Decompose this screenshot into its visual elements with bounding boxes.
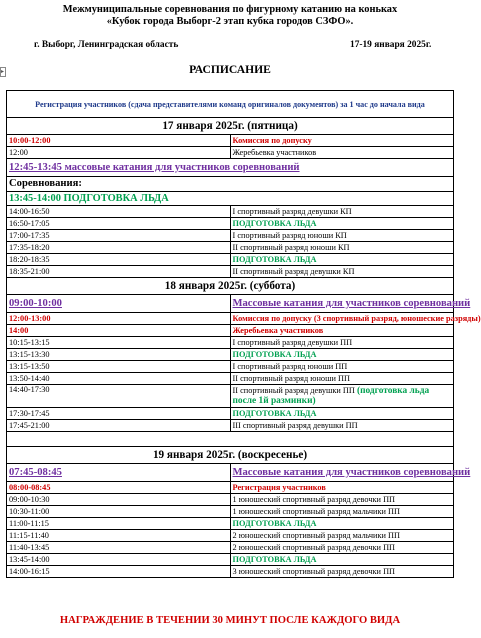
spacer-row — [7, 432, 454, 447]
registration-note: Регистрация участников (сдача представителями команд оригиналов документов) за 1 час до начала вида — [7, 91, 454, 118]
table-cell-time: 17:00-17:35 — [7, 230, 231, 242]
table-cell-event: II спортивный разряд девушки КП — [230, 266, 454, 278]
table-cell-time: 11:15-11:40 — [7, 530, 231, 542]
table-cell-time: 17:45-21:00 — [7, 420, 231, 432]
table-cell-event — [230, 385, 454, 408]
table-cell-event: ПОДГОТОВКА ЛЬДА — [230, 218, 454, 230]
table-cell-time: 13:15-13:50 — [7, 361, 231, 373]
table-cell-time: 10:00-12:00 — [7, 135, 231, 147]
event-text: II спортивный разряд девушки ПП — [232, 386, 355, 395]
ice-prep-note: (подготовка льда после 1й разминки) — [232, 386, 430, 406]
table-cell-event: III спортивный разряд девушки ПП — [230, 420, 454, 432]
awards-note: НАГРАЖДЕНИЕ В ТЕЧЕНИИ 30 МИНУТ ПОСЛЕ КАЖДОГО ВИДА — [59, 615, 401, 626]
table-cell-event: 2 юношеский спортивный разряд девочки ПП — [230, 542, 454, 554]
location: г. Выборг, Ленинградская область — [34, 40, 179, 50]
schedule-table — [6, 90, 481, 578]
document-title-line-2: «Кубок города Выборг-2 этап кубка городов СЗФО». — [106, 16, 354, 27]
table-cell-time: 10:30-11:00 — [7, 506, 231, 518]
table-cell-event: ПОДГОТОВКА ЛЬДА — [230, 408, 454, 420]
table-cell-event: Жеребьевка участников — [230, 147, 454, 159]
table-cell-event: II спортивный разряд юноши КП — [230, 242, 454, 254]
ice-prep-header: 13:45-14:00 ПОДГОТОВКА ЛЬДА — [7, 192, 454, 206]
table-cell-event: Жеребьевка участников — [230, 325, 454, 337]
anchor-marker-icon[interactable]: ▸ — [1, 69, 5, 75]
table-cell-event: I спортивный разряд девушки КП — [230, 206, 454, 218]
schedule-title: РАСПИСАНИЕ — [189, 63, 271, 76]
table-cell-time: 18:35-21:00 — [7, 266, 231, 278]
table-cell-event: I спортивный разряд девушки ПП — [230, 337, 454, 349]
table-cell-time: 11:40-13:45 — [7, 542, 231, 554]
day2-title: 18 января 2025г. (суббота) — [7, 278, 454, 295]
table-cell-time: 13:15-13:30 — [7, 349, 231, 361]
table-cell-event: I спортивный разряд юноши КП — [230, 230, 454, 242]
table-cell-time: 14:00-16:50 — [7, 206, 231, 218]
table-cell-time: 14:00-16:15 — [7, 566, 231, 578]
table-cell-event: 3 юношеский спортивный разряд девочки ПП — [230, 566, 454, 578]
table-cell-time: 09:00-10:30 — [7, 494, 231, 506]
table-cell-event: ПОДГОТОВКА ЛЬДА — [230, 554, 454, 566]
table-cell-time: 13:50-14:40 — [7, 373, 231, 385]
table-cell-time: 12:00-13:00 — [7, 313, 231, 325]
table-cell-event: II спортивный разряд юноши ПП — [230, 373, 454, 385]
day2-mass-time: 09:00-10:00 — [7, 295, 231, 313]
document-title-line-1: Межмуниципальные соревнования по фигурному катанию на коньках — [62, 4, 398, 15]
table-cell-event: ПОДГОТОВКА ЛЬДА — [230, 254, 454, 266]
table-cell-event: Комиссия по допуску — [230, 135, 454, 147]
table-cell-event: 1 юношеский спортивный разряд девочки ПП — [230, 494, 454, 506]
day1-title: 17 января 2025г. (пятница) — [7, 118, 454, 135]
table-cell-event: 1 юношеский спортивный разряд мальчики ПП — [230, 506, 454, 518]
table-cell-time: 13:45-14:00 — [7, 554, 231, 566]
table-cell-time: 11:00-11:15 — [7, 518, 231, 530]
table-cell-event: 2 юношеский спортивный разряд мальчики ПП — [230, 530, 454, 542]
table-cell-time: 17:30-17:45 — [7, 408, 231, 420]
table-cell-time: 17:35-18:20 — [7, 242, 231, 254]
table-cell-event: Комиссия по допуску (3 спортивный разряд, юношеские разряды) — [230, 313, 454, 325]
day3-title: 19 января 2025г. (воскресенье) — [7, 447, 454, 464]
table-cell-event: ПОДГОТОВКА ЛЬДА — [230, 518, 454, 530]
day1-mass-skating: 12:45-13:45 массовые катания для участников соревнований — [7, 159, 454, 177]
table-cell-time: 14:00 — [7, 325, 231, 337]
table-cell-time: 12:00 — [7, 147, 231, 159]
table-cell-time: 16:50-17:05 — [7, 218, 231, 230]
day3-mass-time: 07:45-08:45 — [7, 464, 231, 482]
day3-mass-skating: Массовые катания для участников соревнований — [230, 464, 454, 482]
day2-mass-skating: Массовые катания для участников соревнований — [230, 295, 454, 313]
table-cell-event: Регистрация участников — [230, 482, 454, 494]
table-cell-time: 18:20-18:35 — [7, 254, 231, 266]
table-cell-time: 10:15-13:15 — [7, 337, 231, 349]
table-cell-time: 08:00-08:45 — [7, 482, 231, 494]
table-cell-time: 14:40-17:30 — [7, 385, 231, 408]
competitions-label: Соревнования: — [7, 177, 454, 192]
event-dates: 17-19 января 2025г. — [350, 40, 432, 50]
table-cell-event: I спортивный разряд юноши ПП — [230, 361, 454, 373]
table-cell-event: ПОДГОТОВКА ЛЬДА — [230, 349, 454, 361]
